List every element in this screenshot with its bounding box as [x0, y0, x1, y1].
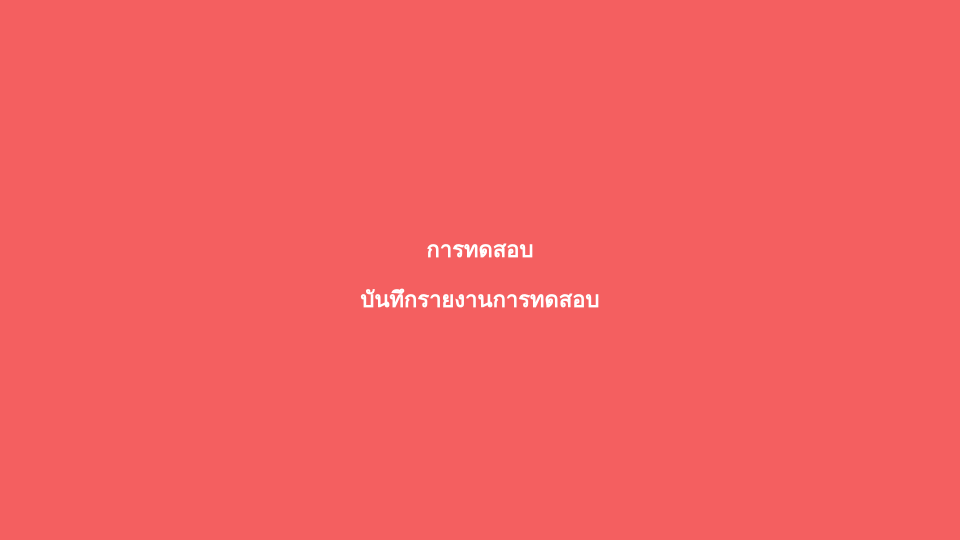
- slide-subtitle: บันทึกรายงานการทดสอบ: [360, 288, 600, 313]
- slide-title: การทดสอบ: [426, 238, 534, 263]
